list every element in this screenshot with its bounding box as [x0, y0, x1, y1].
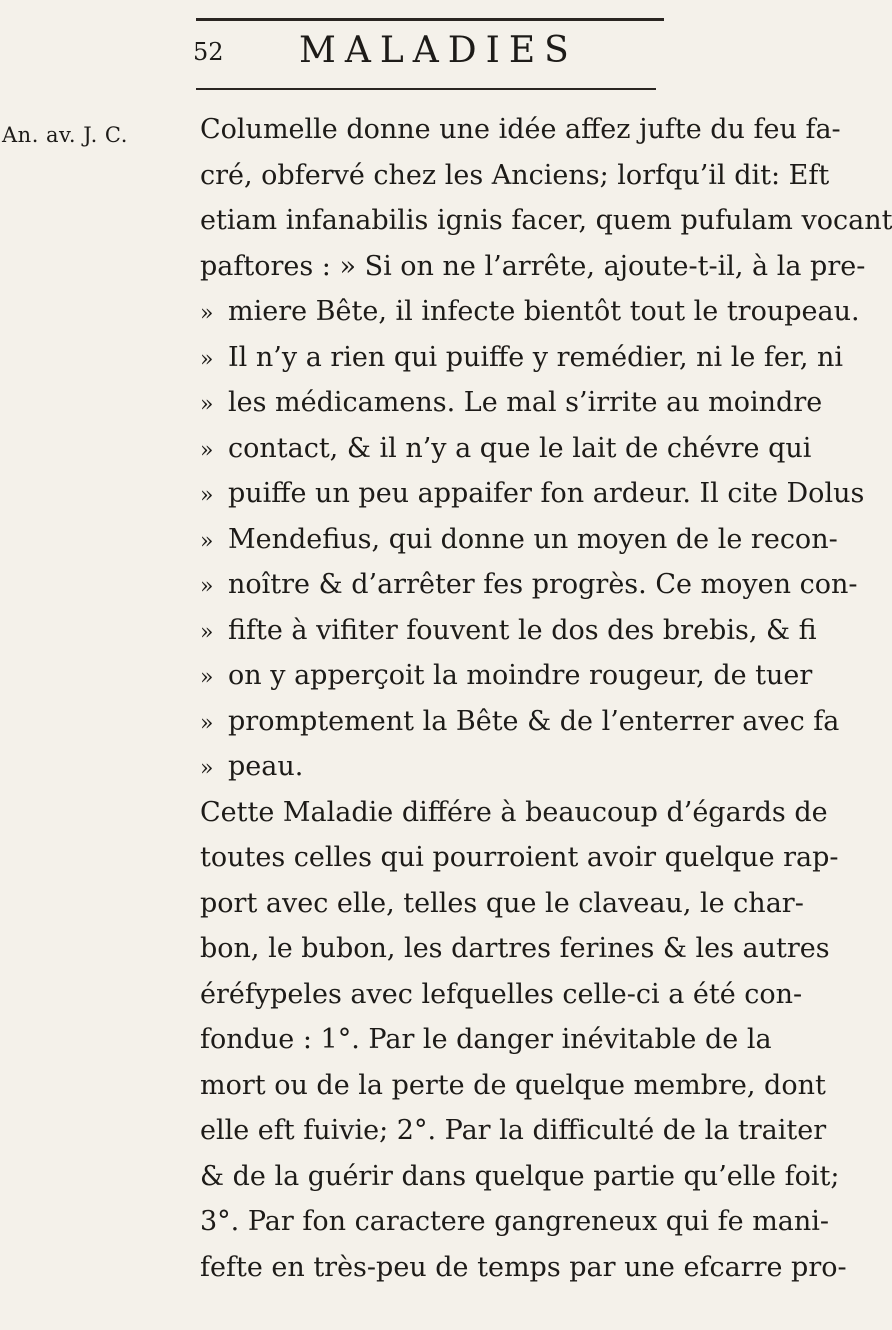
top-rule: [196, 18, 664, 21]
line-text: les médicamens. Le mal s’irrite au moindre: [228, 387, 823, 418]
line-text: toutes celles qui pourroient avoir quelque rap-: [200, 842, 839, 873]
line-text: on y apperçoit la moindre rougeur, de tuer: [228, 660, 813, 691]
quote-mark: »: [200, 437, 214, 463]
text-line: [200, 107, 841, 153]
text-line: [200, 699, 840, 745]
line-text: & de la guérir dans quelque partie qu’elle foit;: [200, 1160, 840, 1192]
line-text: Cette Maladie différe à beaucoup d’égards de: [200, 796, 828, 828]
quote-mark: »: [200, 665, 214, 690]
text-line: [200, 380, 823, 426]
text-line: [200, 562, 858, 608]
text-line: [200, 926, 830, 972]
line-text: fefte en très-peu de temps par une efcarre pro-: [200, 1251, 847, 1283]
line-text: contact, & il n’y a que le lait de chévre qui: [228, 432, 812, 464]
quote-mark: »: [200, 528, 214, 554]
text-line: [200, 835, 839, 881]
line-text: fondue : 1°. Par le danger inévitable de la: [200, 1024, 772, 1055]
line-text: paftores : » Si on ne l’arrête, ajoute-t-il, à la pre-: [200, 250, 866, 282]
line-text: peau.: [228, 751, 304, 782]
line-text: mort ou de la perte de quelque membre, dont: [200, 1069, 826, 1101]
line-text: puiffe un peu appaifer fon ardeur. Il cite Dolus: [228, 478, 865, 509]
line-text: promptement la Bête & de l’enterrer avec fa: [228, 705, 840, 737]
text-line: [200, 1108, 827, 1154]
text-line: [200, 790, 828, 836]
line-text: miere Bête, il infecte bientôt tout le troupeau.: [228, 296, 860, 327]
quote-mark: »: [200, 619, 214, 645]
quote-mark: »: [200, 301, 214, 326]
quote-mark: »: [200, 574, 214, 599]
text-line: [200, 289, 860, 335]
quote-mark: »: [200, 392, 214, 417]
text-line: [200, 198, 892, 244]
text-line: [200, 881, 804, 927]
line-text: elle eft fuivie; 2°. Par la difficulté de la traiter: [200, 1115, 827, 1146]
text-line: [200, 335, 844, 381]
quote-mark: »: [200, 756, 214, 781]
line-text: fifte à vifiter fouvent le dos des brebis, & fi: [228, 614, 817, 646]
text-line: [200, 653, 813, 699]
quote-mark: »: [200, 483, 214, 508]
text-line: [200, 1154, 840, 1200]
text-line: [200, 471, 865, 517]
line-text: cré, obfervé chez les Anciens; lorfqu’il dit: Eft: [200, 159, 830, 191]
line-text: port avec elle, telles que le claveau, le char-: [200, 887, 804, 919]
line-text: Mendefius, qui donne un moyen de le recon-: [228, 523, 838, 555]
page-number: 52: [193, 38, 224, 66]
text-line: [200, 1063, 826, 1109]
text-line: [200, 244, 866, 290]
line-text: éréfypeles avec lefquelles celle-ci a été con-: [200, 978, 803, 1010]
text-line: [200, 1199, 830, 1245]
margin-note: An. av. J. C.: [2, 123, 128, 147]
quote-mark: »: [200, 346, 214, 372]
line-text: Il n’y a rien qui puiffe y remédier, ni le fer, ni: [228, 341, 844, 373]
line-text: etiam infanabilis ignis facer, quem pufulam vocant: [200, 205, 892, 236]
text-line: [200, 517, 838, 563]
line-text: noître & d’arrêter fes progrès. Ce moyen con-: [228, 569, 858, 600]
text-line: [200, 153, 830, 199]
text-line: [200, 1017, 772, 1063]
body-text: [200, 107, 892, 1290]
quote-mark: »: [200, 710, 214, 736]
line-text: 3°. Par fon caractere gangreneux qui fe mani-: [200, 1206, 830, 1237]
text-line: [200, 426, 812, 472]
text-line: [200, 608, 817, 654]
text-line: [200, 972, 803, 1018]
line-text: Columelle donne une idée affez jufte du feu fa-: [200, 114, 841, 145]
line-text: bon, le bubon, les dartres ferines & les autres: [200, 933, 830, 964]
text-line: [200, 1245, 847, 1291]
head-rule: [196, 88, 656, 90]
running-head: MALADIES: [299, 30, 578, 71]
text-line: [200, 744, 670, 790]
